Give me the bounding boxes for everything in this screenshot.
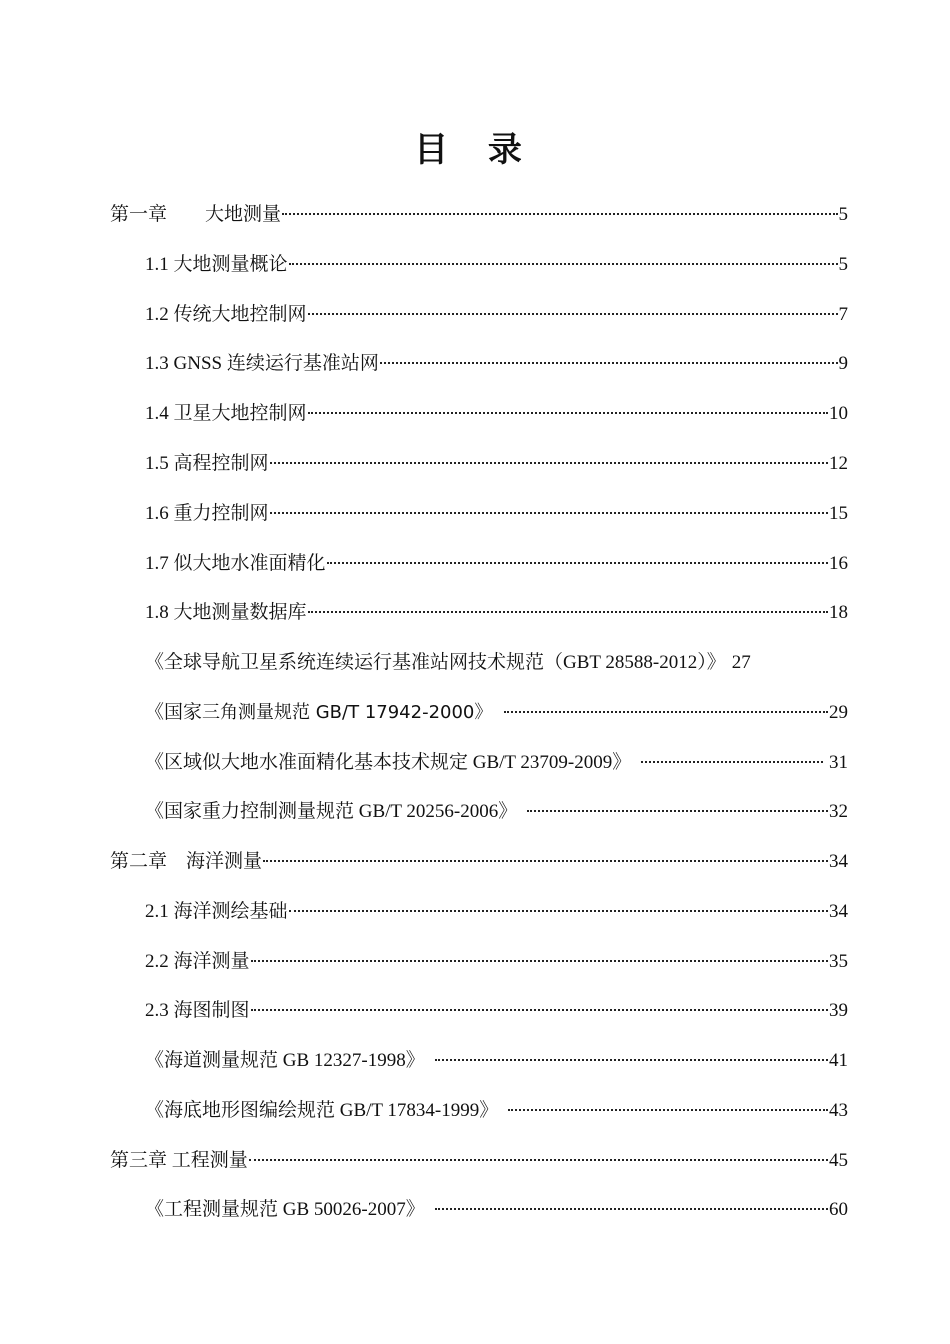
toc-entry-section-1-8[interactable]: [145, 588, 848, 638]
toc-entry-label: 1.8 大地测量数据库: [145, 602, 307, 623]
toc-page-number: 39: [829, 1000, 848, 1021]
toc-leader-dots: [380, 361, 838, 364]
toc-entry-section-1-2[interactable]: [145, 290, 848, 340]
toc-leader-dots: [327, 561, 828, 564]
toc-leader-dots: [289, 909, 828, 912]
toc-leader-dots: [308, 411, 828, 414]
toc-entry-section-1-3[interactable]: [145, 339, 848, 389]
toc-entry-section-1-1[interactable]: [145, 240, 848, 290]
toc-leader-dots: [270, 461, 828, 464]
toc-page-number: 32: [829, 801, 848, 822]
toc-leader-gap: [727, 662, 731, 663]
toc-entry-label: 1.1 大地测量概论: [145, 254, 288, 275]
toc-entry-label: 2.1 海洋测绘基础: [145, 901, 288, 922]
toc-page-number: 9: [838, 353, 848, 374]
toc-entry-label: 《区域似大地水准面精化基本技术规定 GB/T 23709-2009》: [145, 752, 632, 773]
toc-entry-label-rest: 三角测量规范 GB/T 17942-2000》: [202, 702, 493, 723]
toc-entry-label: 《全球导航卫星系统连续运行基准站网技术规范（GBT 28588-2012）》: [145, 652, 726, 673]
toc-entry-label: 2.2 海洋测量: [145, 951, 250, 972]
toc-entry-section-1-5[interactable]: [145, 439, 848, 489]
toc-entry-standard-engineering[interactable]: [145, 1185, 848, 1235]
toc-entry-standard-seabed-map[interactable]: [145, 1086, 848, 1136]
toc-leader-dots: [508, 1108, 828, 1111]
toc-entry-label: 《国家重力控制测量规范 GB/T 20256-2006》: [145, 801, 518, 822]
toc-entry-section-2-1[interactable]: [145, 887, 848, 937]
toc-entry-label: 1.4 卫星大地控制网: [145, 403, 307, 424]
toc-page-number: 41: [829, 1050, 848, 1071]
toc-leader-dots: [251, 1008, 828, 1011]
toc-page-number: 34: [829, 901, 848, 922]
toc-entry-section-2-2[interactable]: [145, 937, 848, 987]
toc-entry-standard-quasigeoid[interactable]: [145, 738, 848, 788]
toc-page-number: 18: [829, 602, 848, 623]
toc-entry-label: 第一章 大地测量: [110, 204, 282, 225]
toc-leader-dots: [308, 610, 828, 613]
toc-leader-dots: [289, 262, 838, 265]
toc-entry-label: 《海底地形图编绘规范 GB/T 17834-1999》: [145, 1100, 499, 1121]
toc-page-number: 34: [829, 851, 848, 872]
toc-entry-section-1-6[interactable]: [145, 489, 848, 539]
toc-leader-dots: [435, 1207, 828, 1210]
toc-page-number: 5: [838, 254, 848, 275]
toc-page-number: 60: [829, 1199, 848, 1220]
toc-entry-standard-gravity[interactable]: [145, 787, 848, 837]
toc-page-number: 7: [838, 304, 848, 325]
toc-page-number: 29: [829, 702, 848, 723]
toc-entry-label: 《工程测量规范 GB 50026-2007》: [145, 1199, 425, 1220]
toc-page-number: 16: [829, 553, 848, 574]
page-title: 目 录: [414, 130, 536, 170]
toc-entry-section-1-7[interactable]: [145, 539, 848, 589]
toc-entry-section-2-3[interactable]: [145, 986, 848, 1036]
toc-entry-standard-gnss-cors[interactable]: [145, 638, 863, 688]
toc-leader-dots: [308, 312, 838, 315]
toc-page-number: 45: [829, 1150, 848, 1171]
toc-entry-chapter-2[interactable]: [110, 837, 848, 887]
toc-entry-chapter-1[interactable]: [110, 190, 848, 240]
toc-leader-dots: [270, 511, 828, 514]
toc-entry-section-1-4[interactable]: [145, 389, 848, 439]
toc-entry-chapter-3[interactable]: [110, 1136, 848, 1186]
toc-page-number: 35: [829, 951, 848, 972]
toc-entry-label: 1.7 似大地水准面精化: [145, 553, 326, 574]
toc-page-number: 43: [829, 1100, 848, 1121]
toc-entry-label: 《海道测量规范 GB 12327-1998》: [145, 1050, 425, 1071]
toc-entry-label: 1.6 重力控制网: [145, 503, 269, 524]
toc-entry-label: 2.3 海图制图: [145, 1000, 250, 1021]
toc-leader-dots: [504, 710, 828, 713]
toc-leader-dots: [251, 959, 828, 962]
toc-entry-label: 第三章 工程测量: [110, 1150, 248, 1171]
toc-entry-label: 1.5 高程控制网: [145, 453, 269, 474]
toc-entry-label: 1.3 GNSS 连续运行基准站网: [145, 353, 379, 374]
toc-page-number: 12: [829, 453, 848, 474]
toc-entry-standard-hydrographic[interactable]: [145, 1036, 848, 1086]
toc-leader-dots: [263, 859, 828, 862]
toc-leader-dots: [435, 1058, 828, 1061]
toc-page-number: 27: [731, 652, 751, 673]
toc-entry-label: 1.2 传统大地控制网: [145, 304, 307, 325]
toc-page-number: 5: [838, 204, 848, 225]
toc-leader-dots: [641, 760, 823, 763]
toc-leader-dots: [527, 809, 828, 812]
toc-page-number: 31: [829, 752, 848, 773]
toc-entry-label-prefix: 《国家: [145, 702, 203, 723]
toc-leader-dots: [249, 1158, 828, 1161]
toc-entry-standard-triangulation[interactable]: [145, 688, 848, 738]
toc-page-number: 10: [829, 403, 848, 424]
toc-entry-label: [145, 688, 492, 738]
toc-leader-dots: [282, 212, 837, 215]
toc-entry-label: 第二章 海洋测量: [110, 851, 263, 872]
toc-page-number: 15: [829, 503, 848, 524]
